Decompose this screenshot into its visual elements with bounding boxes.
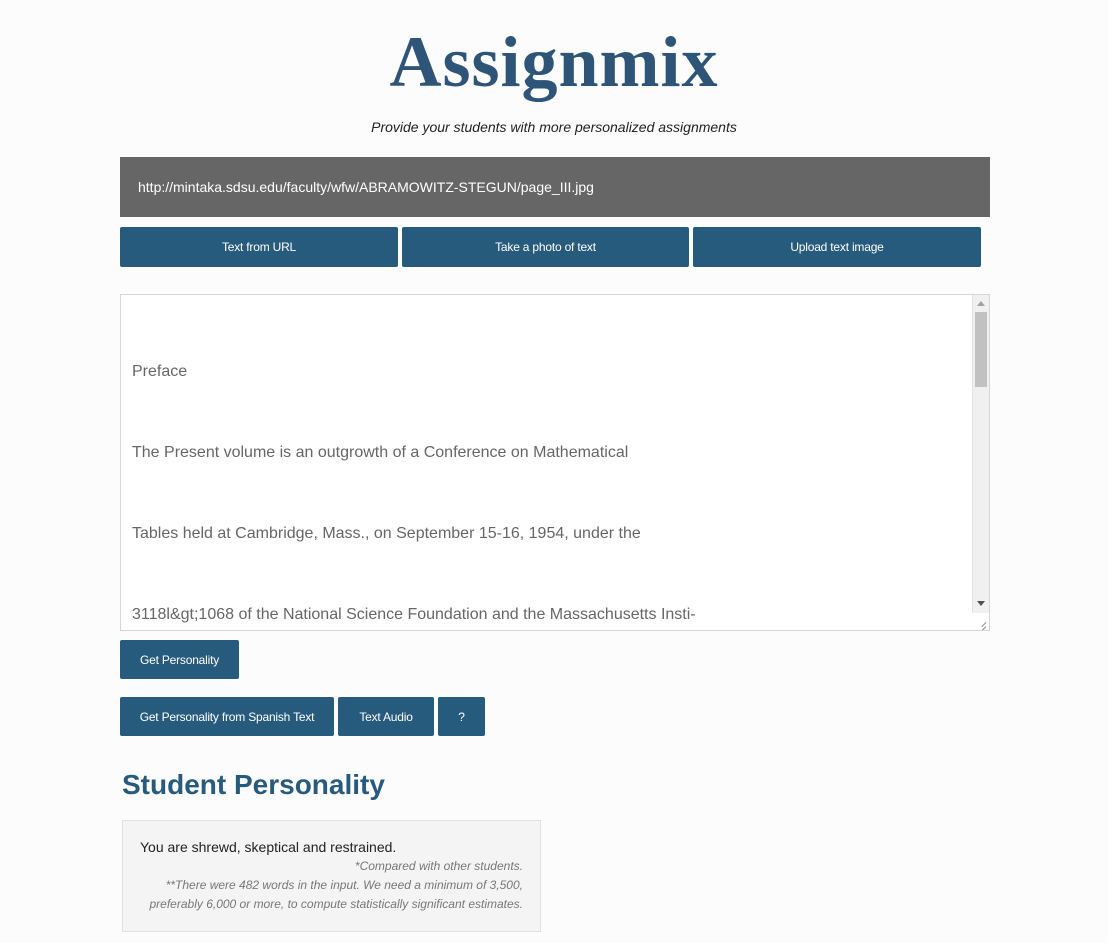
app-logo: Assignmix <box>389 22 719 102</box>
upload-image-button[interactable]: Upload text image <box>693 227 981 267</box>
word-count-note: **There were 482 words in the input. We need a minimum of 3,500, <box>165 878 523 892</box>
take-photo-button[interactable]: Take a photo of text <box>402 227 689 267</box>
get-personality-spanish-button[interactable]: Get Personality from Spanish Text <box>120 697 334 736</box>
text-line: Preface <box>132 363 188 380</box>
text-input-area[interactable] <box>120 294 990 631</box>
personality-summary: You are shrewd, skeptical and restrained. <box>140 839 397 855</box>
text-from-url-button[interactable]: Text from URL <box>120 227 398 267</box>
get-personality-button[interactable]: Get Personality <box>120 640 239 679</box>
text-line: The Present volume is an outgrowth of a Conference on Mathematical <box>132 444 629 461</box>
text-area-scrollbar[interactable] <box>972 295 989 630</box>
url-input[interactable] <box>120 157 990 217</box>
scroll-down-icon[interactable] <box>977 601 985 606</box>
compared-note: *Compared with other students. <box>354 859 523 873</box>
text-line: 3118l&gt;1068 of the National Science Foundation and the Massachusetts Insti- <box>132 606 696 623</box>
text-area-content[interactable] <box>132 304 972 631</box>
app-tagline: Provide your students with more personalized assignments <box>371 119 737 135</box>
scroll-up-icon[interactable] <box>977 301 985 306</box>
text-line: Tables held at Cambridge, Mass., on September 15-16, 1954, under the <box>132 525 641 542</box>
word-count-note-continued: preferably 6,000 or more, to compute statistically significant estimates. <box>149 897 523 911</box>
resize-grip-icon[interactable] <box>972 613 989 630</box>
text-audio-button[interactable]: Text Audio <box>338 697 434 736</box>
scroll-thumb[interactable] <box>975 312 987 387</box>
student-personality-heading: Student Personality <box>122 769 385 800</box>
personality-result-box <box>122 820 541 932</box>
help-button[interactable]: ? <box>438 697 485 736</box>
